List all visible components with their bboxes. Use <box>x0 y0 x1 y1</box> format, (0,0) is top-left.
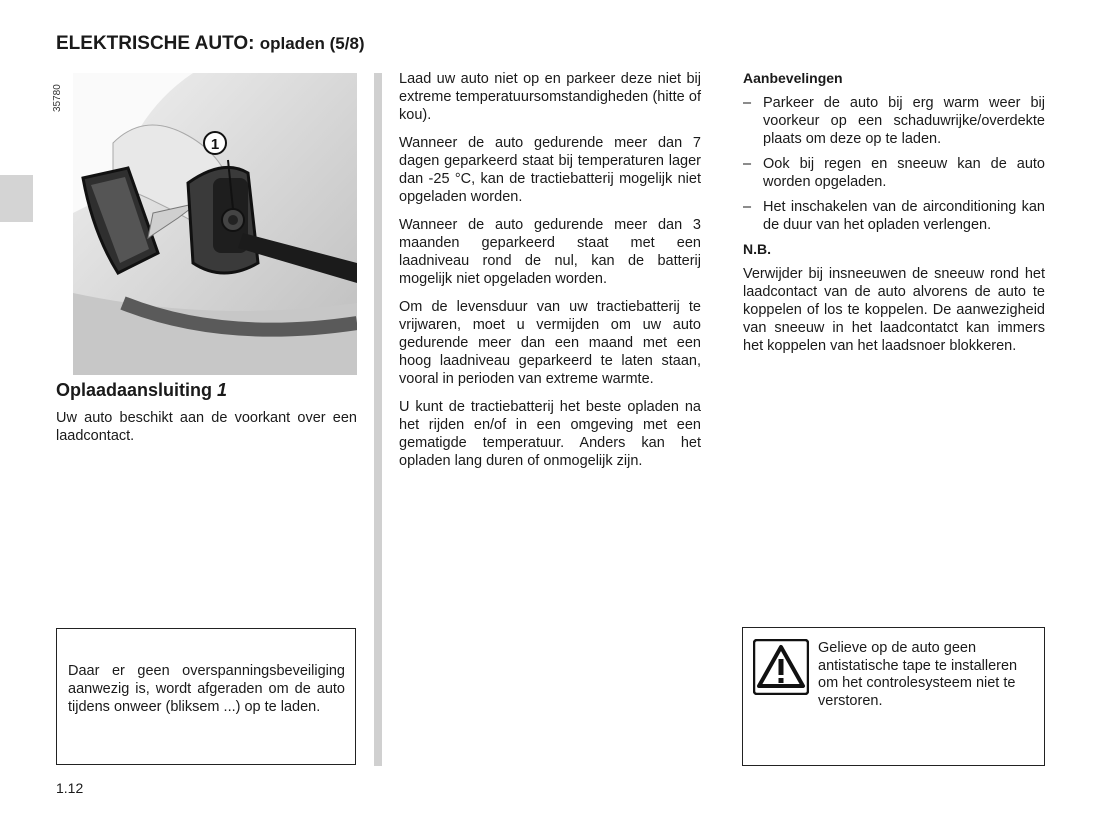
paragraph: Wanneer de auto gedurende meer dan 7 dagen geparkeerd staat bij temperaturen lager dan -25 °C, kan de tractiebatterij mogelijk niet opgeladen worden. <box>399 135 701 205</box>
figure-id: 35780 <box>52 84 63 112</box>
charging-port-photo <box>73 73 357 375</box>
right-column <box>743 70 1045 355</box>
nb-heading: N.B. <box>743 241 771 257</box>
paragraph: Om de levensduur van uw tractiebatterij te vrijwaren, moet u vermijden om uw auto gedurende meer dan een maand met een hoog laadniveau geparkeerd te laten staan, vooral in perioden van extreme warmte. <box>399 299 701 387</box>
list-item-text: Ook bij regen en sneeuw kan de auto worden opgeladen. <box>763 156 1045 190</box>
list-dash: – <box>743 199 752 215</box>
side-tab-marker <box>0 175 33 222</box>
photo-callout-1: 1 <box>210 136 220 153</box>
paragraph: Wanneer de auto gedurende meer dan 3 maanden geparkeerd staat met een laadniveau rond de nul, kan de batterij mogelijk niet opgeladen worden. <box>399 217 701 287</box>
page-title <box>56 33 365 55</box>
section-heading <box>56 380 227 401</box>
section-intro: Uw auto beschikt aan de voorkant over een laadcontact. <box>56 410 357 444</box>
paragraph: Laad uw auto niet op en parkeer deze niet bij extreme temperatuursomstandigheden (hitte of kou). <box>399 71 701 123</box>
notice-box <box>56 628 356 765</box>
notice-text: Daar er geen overspanningsbeveiliging aanwezig is, wordt afgeraden om de auto tijdens onweer (bliksem ...) op te laden. <box>68 663 345 715</box>
warning-text: Gelieve op de auto geen antistatische tape te installeren om het controlesysteem niet te verstoren. <box>818 640 1018 709</box>
list-dash: – <box>743 95 752 111</box>
list-item <box>743 94 1045 148</box>
list-item <box>743 198 1045 234</box>
page-number: 1.12 <box>56 780 84 796</box>
list-item-text: Parkeer de auto bij erg warm weer bij voorkeur op een schaduwrijke/overdekte plaats om deze op te laden. <box>763 95 1045 147</box>
recommendations-heading: Aanbevelingen <box>743 70 843 86</box>
middle-column <box>399 70 701 480</box>
list-item-text: Het inschakelen van de airconditioning kan de duur van het opladen verlengen. <box>763 199 1045 233</box>
warning-triangle-icon <box>753 639 809 695</box>
list-item <box>743 155 1045 191</box>
list-dash: – <box>743 156 752 172</box>
title-sub: opladen (5/8) <box>259 34 365 53</box>
paragraph: U kunt de tractiebatterij het beste opladen na het rijden en/of in een omgeving met een gematigde temperatuur. Anders kan het opladen lang duren of onmogelijk zijn. <box>399 399 701 469</box>
section-heading-ref: 1 <box>217 380 228 400</box>
column-divider <box>374 73 382 766</box>
title-main: ELEKTRISCHE AUTO: <box>56 33 255 54</box>
warning-box <box>742 627 1045 766</box>
section-heading-text: Oplaadaansluiting <box>56 380 213 400</box>
nb-text: Verwijder bij insneeuwen de sneeuw rond het laadcontact van de auto alvorens de auto te koppelen of los te koppelen. De aanwezigheid van sneeuw in het laadcontatct kan immers het koppelen van het laadsnoer blokkeren. <box>743 266 1045 354</box>
